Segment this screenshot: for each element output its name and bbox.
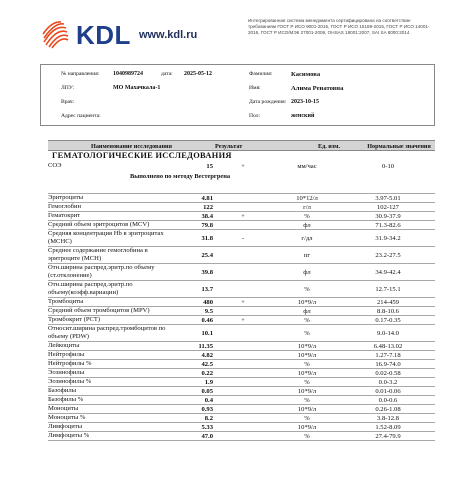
test-reference: 102-127 [377,203,399,211]
test-name: Эозинофилы [48,369,85,376]
test-result: 1.9 [204,378,213,386]
method-note: Выполнено по методу Вестергрена [130,173,231,180]
table-row [48,325,435,342]
test-name: Средняя концентрация Hb в эритроцитах (MCHC) [48,230,164,245]
referral-label: № направления: [61,71,100,77]
lpu-value: МО Махачкала-1 [113,85,161,91]
test-reference: 214-459 [377,298,399,306]
test-unit: 10*9/л [297,342,317,350]
test-reference: 34.9-42.4 [375,268,401,276]
test-name: СОЭ [48,162,62,169]
test-flag: - [241,234,245,242]
table-row [48,369,435,378]
table-row [48,360,435,369]
test-unit: 10*9/л [297,423,317,431]
test-result: 47.0 [201,432,213,440]
test-unit: % [304,316,310,324]
brand-name: KDL [76,20,131,50]
test-name: Средний объем эритроцитов (MCV) [48,221,150,228]
test-name: Тромбоциты [48,298,84,305]
dob-label: Дата рождения: [249,99,287,105]
test-unit: 10*12/л [296,194,318,202]
test-result: 0.93 [201,405,213,413]
test-result: 13.7 [201,285,213,293]
test-result: 10.1 [201,329,213,337]
table-row [48,161,435,171]
test-name: Гемоглобин [48,203,82,210]
test-unit: фл [303,307,311,315]
test-flag: + [241,298,245,306]
test-flag: + [241,316,245,324]
test-result: 0.22 [201,369,213,377]
lpu-label: ЛПУ: [61,85,75,91]
test-result: 11.35 [198,342,213,350]
dob-value: 2023-10-15 [291,99,319,105]
section-title: ГЕМАТОЛОГИЧЕСКИЕ ИССЛЕДОВАНИЯ [52,151,232,160]
header-result: Результат [215,143,243,150]
table-row [48,264,435,281]
test-name: Гематокрит [48,212,81,219]
table-row [48,194,435,203]
test-unit: фл [303,221,311,229]
test-flag: + [241,162,245,170]
table-row [48,423,435,432]
test-reference: 30.9-37.9 [375,212,401,220]
test-name: Базофилы % [48,396,84,403]
esr-block [48,161,435,194]
test-reference: 0.26-1.08 [375,405,401,413]
test-name: Тромбокрит (PCT) [48,316,101,323]
test-reference: 0.02-0.58 [375,369,401,377]
test-name: Среднее содержание гемоглобина в эритроците (MCH) [48,247,148,262]
table-row [48,405,435,414]
table-row [48,298,435,307]
test-result: 480 [203,298,213,306]
test-unit: % [304,432,310,440]
test-reference: 6.48-13.02 [373,342,403,350]
test-result: 39.8 [201,268,213,276]
test-reference: 23.2-27.5 [375,251,401,259]
test-name: Лимфоциты % [48,432,90,439]
test-name: Отн.ширина распред.эритр.по объему (ст.отклонение) [48,264,155,279]
test-name: Отн.ширина распред.эритр.по объему(коэфф.вариации) [48,281,133,296]
test-reference: 0-10 [381,162,395,170]
table-row [48,351,435,360]
report-header [0,0,455,60]
surname-label: Фамилия: [249,71,273,77]
test-reference: 3.97-5.01 [375,194,401,202]
test-result: 4.82 [201,351,213,359]
test-result: 0.05 [201,387,213,395]
table-row [48,378,435,387]
test-result: 25.4 [201,251,213,259]
test-result: 0.4 [204,396,213,404]
table-row [48,342,435,351]
test-reference: 0.0-3.2 [378,378,398,386]
test-unit: % [304,329,310,337]
test-unit: фл [303,268,311,276]
test-name: Нейтрофилы % [48,360,92,367]
test-result: 79.8 [201,221,213,229]
brand-url[interactable]: www.kdl.ru [138,29,198,41]
test-result: 5.33 [201,423,213,431]
test-name: Эозинофилы % [48,378,92,385]
test-result: 15 [206,162,213,170]
address-label: Адрес пациента: [61,113,101,119]
test-reference: 3.8-12.8 [377,414,399,422]
test-result: 0.46 [201,316,213,324]
table-row [48,387,435,396]
test-reference: 8.8-10.6 [377,307,399,315]
table-row [48,414,435,423]
test-result: 38.4 [201,212,213,220]
results-rows [48,194,435,441]
test-unit: 10*9/л [297,405,317,413]
table-row [48,203,435,212]
name-value: Алима Ренатовна [291,85,344,92]
test-reference: 1.52-8.09 [375,423,401,431]
table-header [48,140,435,151]
test-unit: 10*9/л [297,298,317,306]
test-reference: 71.3-82.6 [375,221,401,229]
test-reference: 12.7-15.1 [375,285,401,293]
referral-value: 1040989724 [113,71,143,77]
test-reference: 16.9-74.0 [375,360,401,368]
test-name: Базофилы [48,387,77,394]
table-row [48,316,435,325]
kdl-logo-icon [40,20,70,50]
date-label: дата: [161,71,173,77]
test-name: Моноциты % [48,414,86,421]
test-result: 8.2 [204,414,213,422]
kdl-logo [40,20,197,50]
table-row [48,221,435,230]
test-unit: пг [303,251,311,259]
test-result: 31.8 [201,234,213,242]
test-unit: % [304,285,310,293]
table-row [48,230,435,247]
name-label: Имя: [249,85,261,91]
test-unit: 10*9/л [297,351,317,359]
test-flag: + [241,212,245,220]
test-reference: 0.01-0.06 [375,387,401,395]
test-unit: мм/час [297,162,317,170]
test-name: Нейтрофилы [48,351,85,358]
table-row [48,212,435,221]
test-unit: % [304,396,310,404]
test-result: 9.5 [204,307,213,315]
test-result: 42.5 [201,360,213,368]
test-unit: г/дл [301,234,313,242]
test-result: 122 [203,203,213,211]
surname-value: Касимова [291,71,321,78]
test-unit: 10*9/л [297,369,317,377]
table-row [48,432,435,441]
test-name: Лейкоциты [48,342,80,349]
test-unit: % [304,360,310,368]
test-reference: 0.17-0.35 [375,316,401,324]
patient-info-box [40,64,435,126]
table-row [48,307,435,316]
doctor-label: Врач: [61,99,75,105]
test-name: Моноциты [48,405,79,412]
test-unit: 10*9/л [297,387,317,395]
test-unit: % [304,212,310,220]
table-row [48,396,435,405]
test-name: Эритроциты [48,194,84,201]
test-unit: г/л [303,203,311,211]
test-reference: 31.9-34.2 [375,234,401,242]
sex-label: Пол: [249,113,261,119]
test-result: 4.81 [201,194,213,202]
header-reference: Нормальные значения [367,143,431,150]
test-unit: % [304,378,310,386]
test-reference: 0.0-0.6 [378,396,398,404]
test-reference: 1.27-7.18 [375,351,401,359]
test-unit: % [304,414,310,422]
test-name: Средний объем тромбоцитов (MPV) [48,307,150,314]
date-value: 2025-05-12 [184,71,212,77]
test-reference: 27.4-79.9 [375,432,401,440]
table-row [48,281,435,298]
certification-text: Интегрированная система менеджмента сертифицирована на соответствие требованиям ГОСТ Р ИСО 9001-2015, ГОСТ Р ИСО 15189-2015, ГОСТ Р ИСО 14001-2016, ГОСТ Р ИСО/МЭК 27001-2006, OHSAS 18001:2007, SAI SA 8000:2014 [248,18,430,36]
table-row [48,247,435,264]
test-name: Лимфоциты [48,423,83,430]
header-unit: Ед. изм. [317,143,341,150]
sex-value: женский [291,113,315,119]
test-reference: 9.0-14.0 [377,329,399,337]
header-test-name: Наименование исследования [91,143,172,150]
results-table [48,140,435,441]
test-name: Относит.ширина распред.тромбоцитов по объему (PDW) [48,325,166,340]
